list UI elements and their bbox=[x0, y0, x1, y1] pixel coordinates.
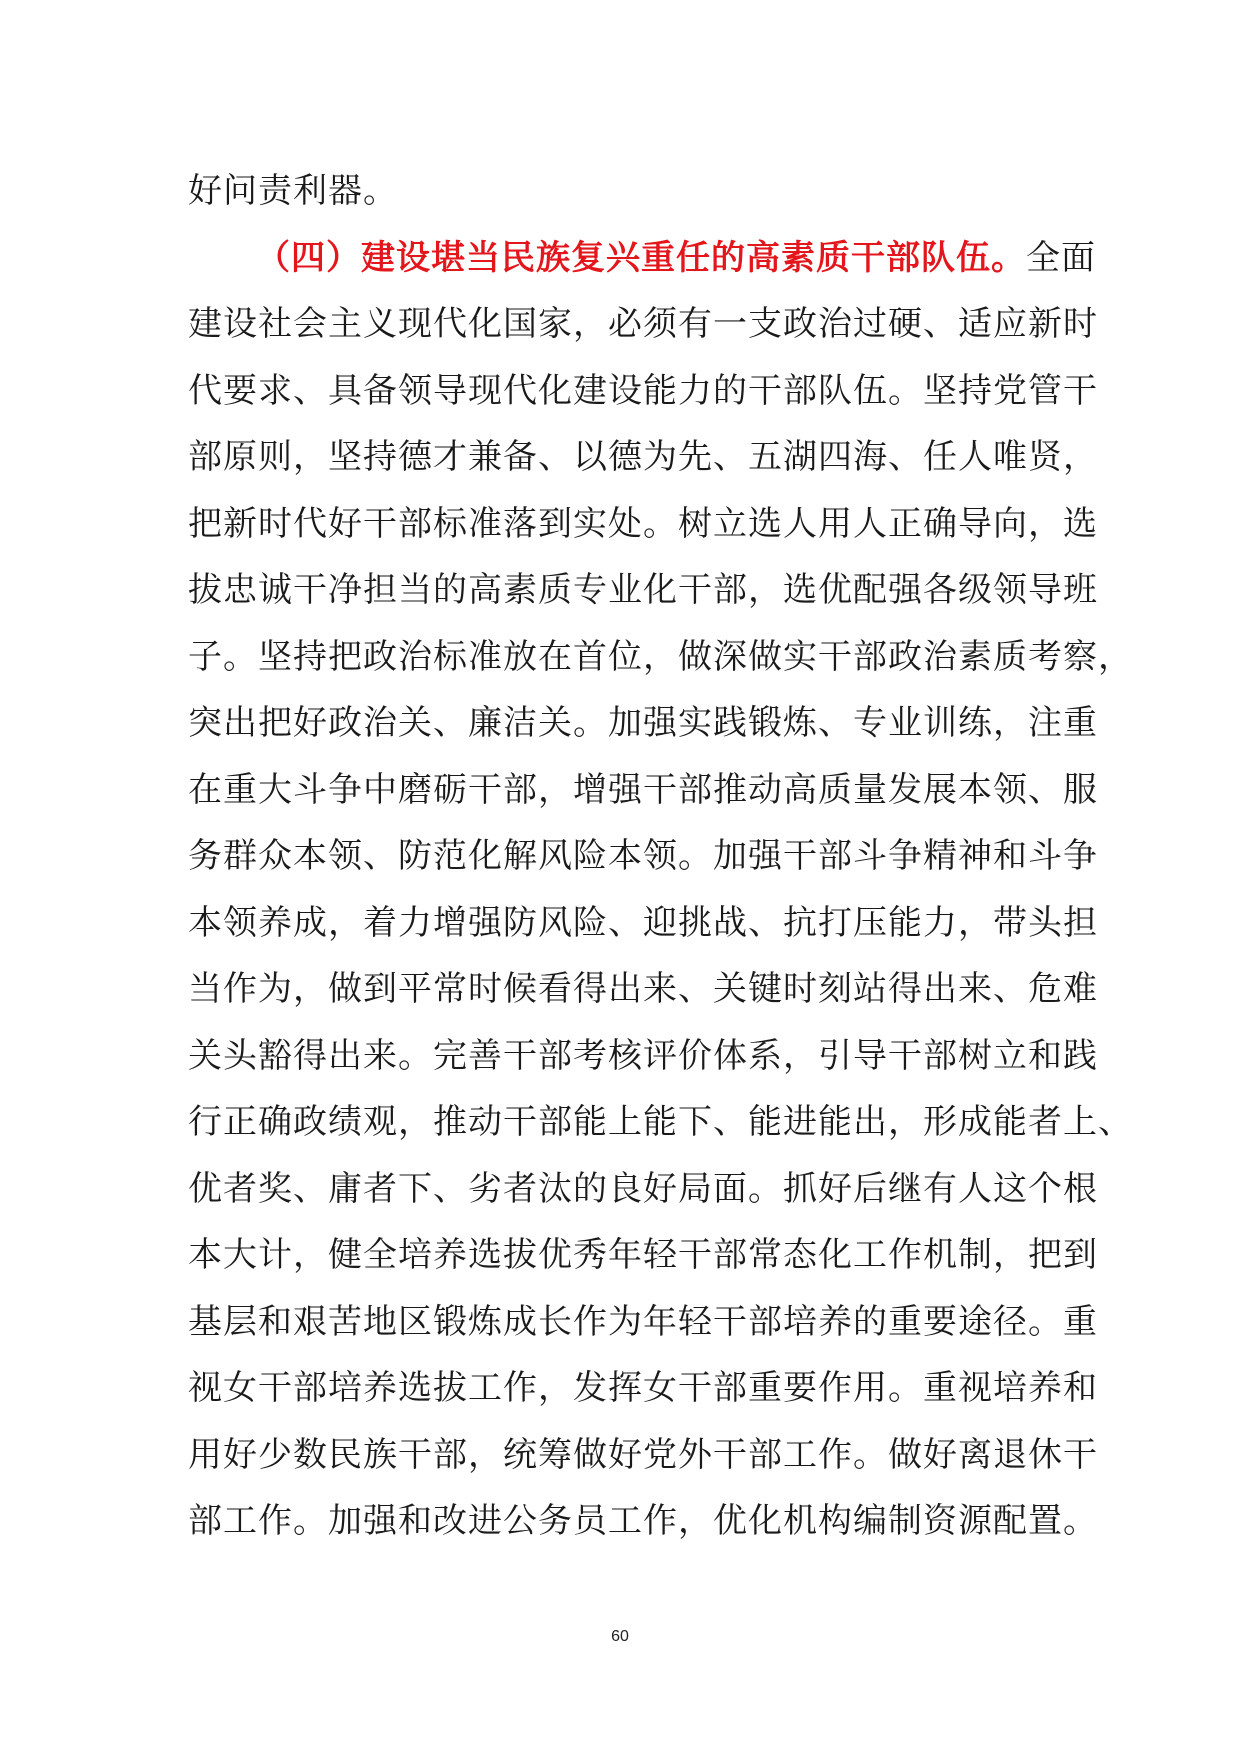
section-lead: 全面 bbox=[1026, 237, 1096, 278]
section-first-line bbox=[188, 225, 1096, 292]
text-line: 本领养成，着力增强防风险、迎挑战、抗打压能力，带头担 bbox=[188, 902, 1098, 943]
text-line: 突出把好政治关、廉洁关。加强实践锻炼、专业训练，注重 bbox=[188, 703, 1098, 743]
text-line: 好问责利器。 bbox=[188, 171, 398, 211]
text-line: 关头豁得出来。完善干部考核评价体系，引导干部树立和践 bbox=[188, 1035, 1098, 1076]
body-text bbox=[188, 158, 1133, 1555]
text-line: 当作为，做到平常时候看得出来、关键时刻站得出来、危难 bbox=[188, 969, 1098, 1009]
section-heading: （四）建设堪当民族复兴重任的高素质干部队伍。 bbox=[256, 237, 1026, 278]
text-line: 基层和艰苦地区锻炼成长作为年轻干部培养的重要途径。重 bbox=[188, 1301, 1098, 1342]
text-line: 建设社会主义现代化国家，必须有一支政治过硬、适应新时 bbox=[188, 304, 1098, 344]
text-line: 拔忠诚干净担当的高素质专业化干部，选优配强各级领导班 bbox=[188, 570, 1098, 610]
text-line: 代要求、具备领导现代化建设能力的干部队伍。坚持党管干 bbox=[188, 370, 1098, 411]
text-line: 部原则，坚持德才兼备、以德为先、五湖四海、任人唯贤， bbox=[188, 437, 1098, 477]
text-line: 视女干部培养选拔工作，发挥女干部重要作用。重视培养和 bbox=[188, 1368, 1098, 1408]
text-line: 行正确政绩观，推动干部能上能下、能进能出，形成能者上、 bbox=[188, 1102, 1133, 1142]
text-line: 子。坚持把政治标准放在首位，做深做实干部政治素质考察， bbox=[188, 636, 1133, 677]
text-line: 本大计，健全培养选拔优秀年轻干部常态化工作机制，把到 bbox=[188, 1235, 1098, 1275]
text-line: 在重大斗争中磨砺干部，增强干部推动高质量发展本领、服 bbox=[188, 769, 1098, 810]
text-line: 部工作。加强和改进公务员工作，优化机构编制资源配置。 bbox=[188, 1501, 1098, 1541]
text-line: 把新时代好干部标准落到实处。树立选人用人正确导向，选 bbox=[188, 503, 1098, 544]
page-number: 60 bbox=[611, 1628, 629, 1645]
text-line: 务群众本领、防范化解风险本领。加强干部斗争精神和斗争 bbox=[188, 836, 1098, 876]
text-line: 优者奖、庸者下、劣者汰的良好局面。抓好后继有人这个根 bbox=[188, 1168, 1098, 1209]
text-line: 用好少数民族干部，统筹做好党外干部工作。做好离退休干 bbox=[188, 1434, 1098, 1475]
